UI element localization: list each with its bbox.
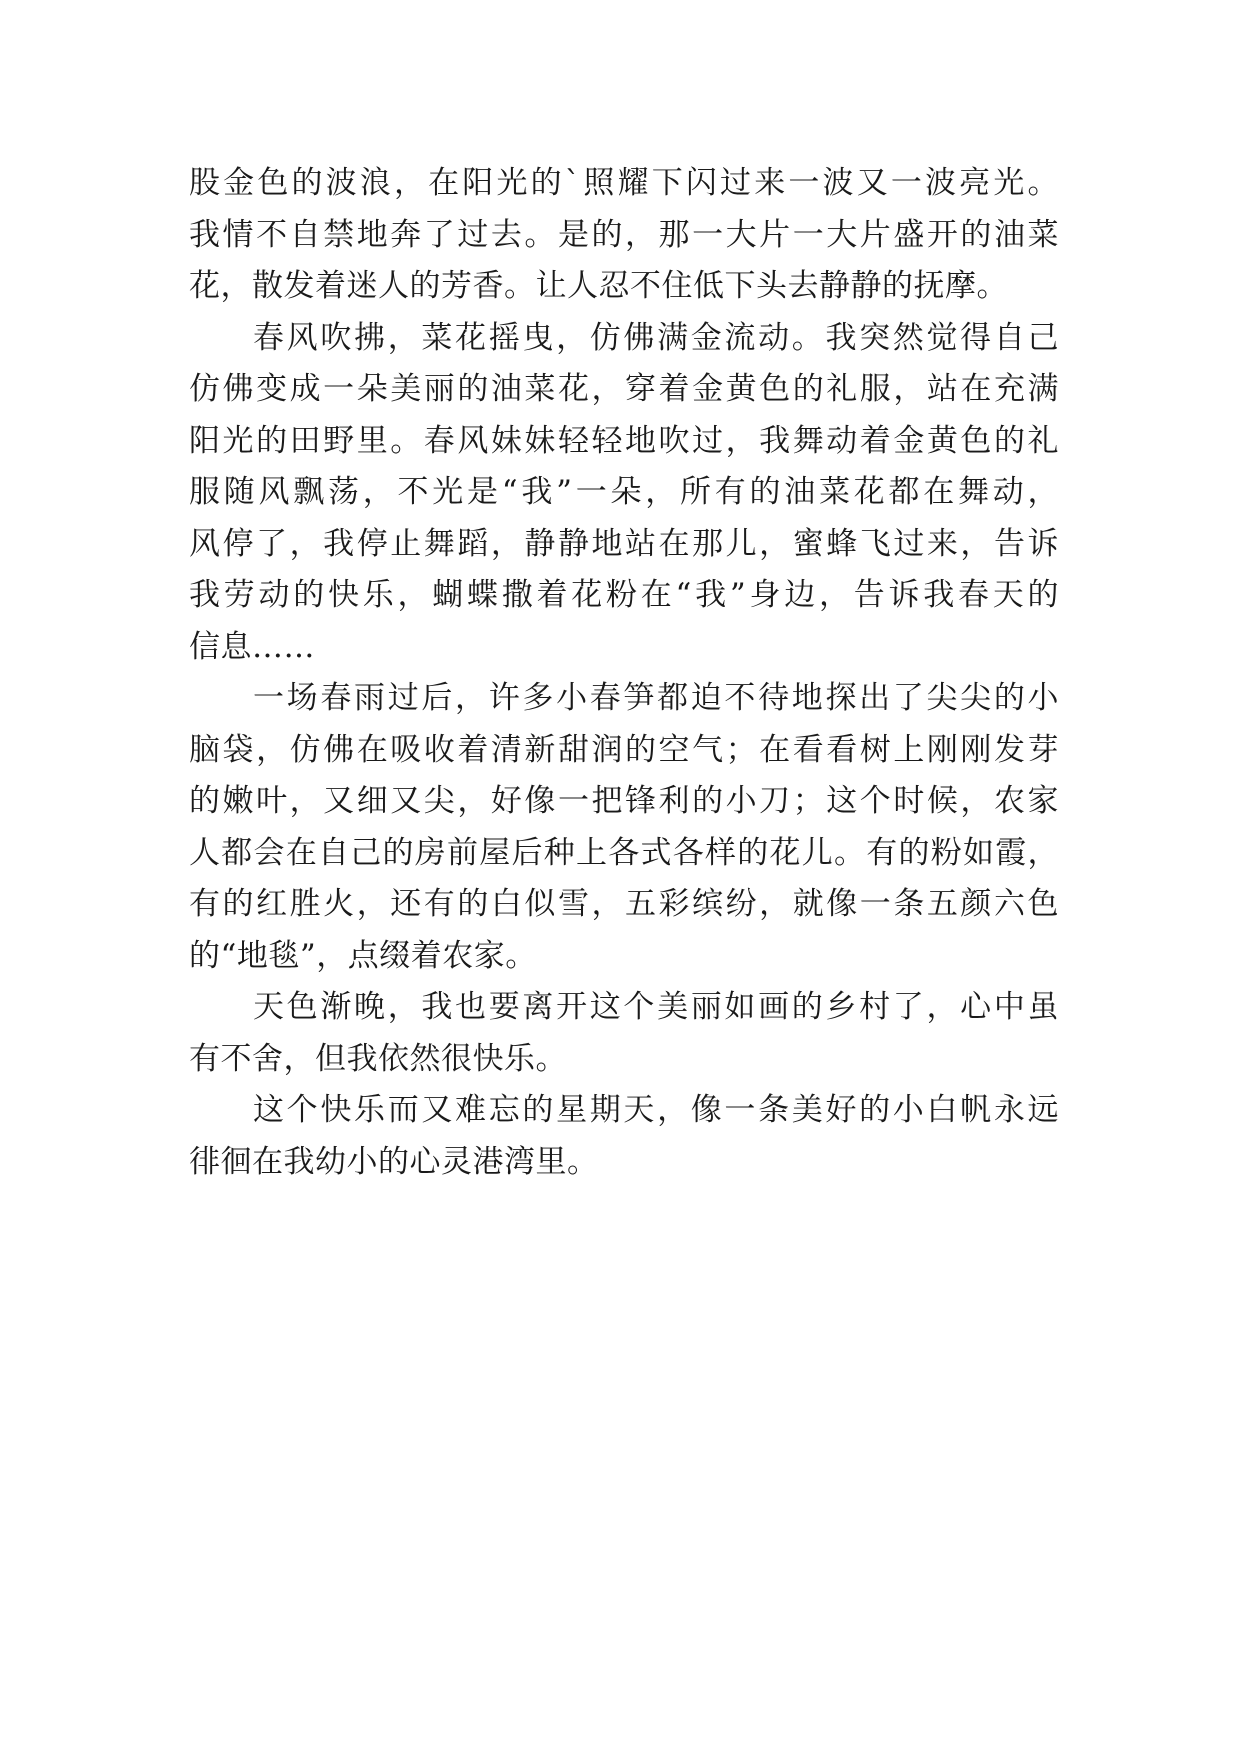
text-line: 信息…… <box>189 628 315 665</box>
text-line: 仿佛变成一朵美丽的油菜花，穿着金黄色的礼服，站在充满 <box>189 371 1059 407</box>
text-line: 春风吹拂，菜花摇曳，仿佛满金流动。我突然觉得自己 <box>253 319 1059 356</box>
text-line: 阳光的田野里。春风妹妹轻轻地吹过，我舞动着金黄色的礼 <box>189 422 1059 459</box>
text-line: 徘徊在我幼小的心灵港湾里。 <box>189 1143 599 1180</box>
text-line: 天色渐晚，我也要离开这个美丽如画的乡村了，心中虽 <box>253 989 1059 1025</box>
text-line: 脑袋，仿佛在吸收着清新甜润的空气；在看看树上刚刚发芽 <box>189 731 1059 768</box>
essay-body <box>189 158 1059 1188</box>
text-line: 股金色的波浪，在阳光的`照耀下闪过来一波又一波亮光。 <box>189 165 1059 201</box>
text-line: 这个快乐而又难忘的星期天，像一条美好的小白帆永远 <box>253 1092 1059 1128</box>
text-line: 风停了，我停止舞蹈，静静地站在那儿，蜜蜂飞过来，告诉 <box>189 525 1059 562</box>
text-line: 服随风飘荡，不光是“我”一朵，所有的油菜花都在舞动， <box>189 474 1059 510</box>
text-line: 人都会在自己的房前屋后种上各式各样的花儿。有的粉如霞， <box>189 834 1059 871</box>
text-line: 花，散发着迷人的芳香。让人忍不住低下头去静静的抚摩。 <box>189 268 1008 304</box>
text-line: 的“地毯”，点缀着农家。 <box>189 937 537 974</box>
text-line: 我劳动的快乐，蝴蝶撒着花粉在“我”身边，告诉我春天的 <box>189 577 1059 613</box>
text-line: 我情不自禁地奔了过去。是的，那一大片一大片盛开的油菜 <box>189 216 1059 253</box>
text-line: 一场春雨过后，许多小春笋都迫不待地探出了尖尖的小 <box>253 680 1059 716</box>
text-line: 有的红胜火，还有的白似雪，五彩缤纷，就像一条五颜六色 <box>189 886 1059 922</box>
text-line: 的嫩叶，又细又尖，好像一把锋利的小刀；这个时候，农家 <box>189 783 1059 819</box>
text-line: 有不舍，但我依然很快乐。 <box>189 1040 567 1077</box>
